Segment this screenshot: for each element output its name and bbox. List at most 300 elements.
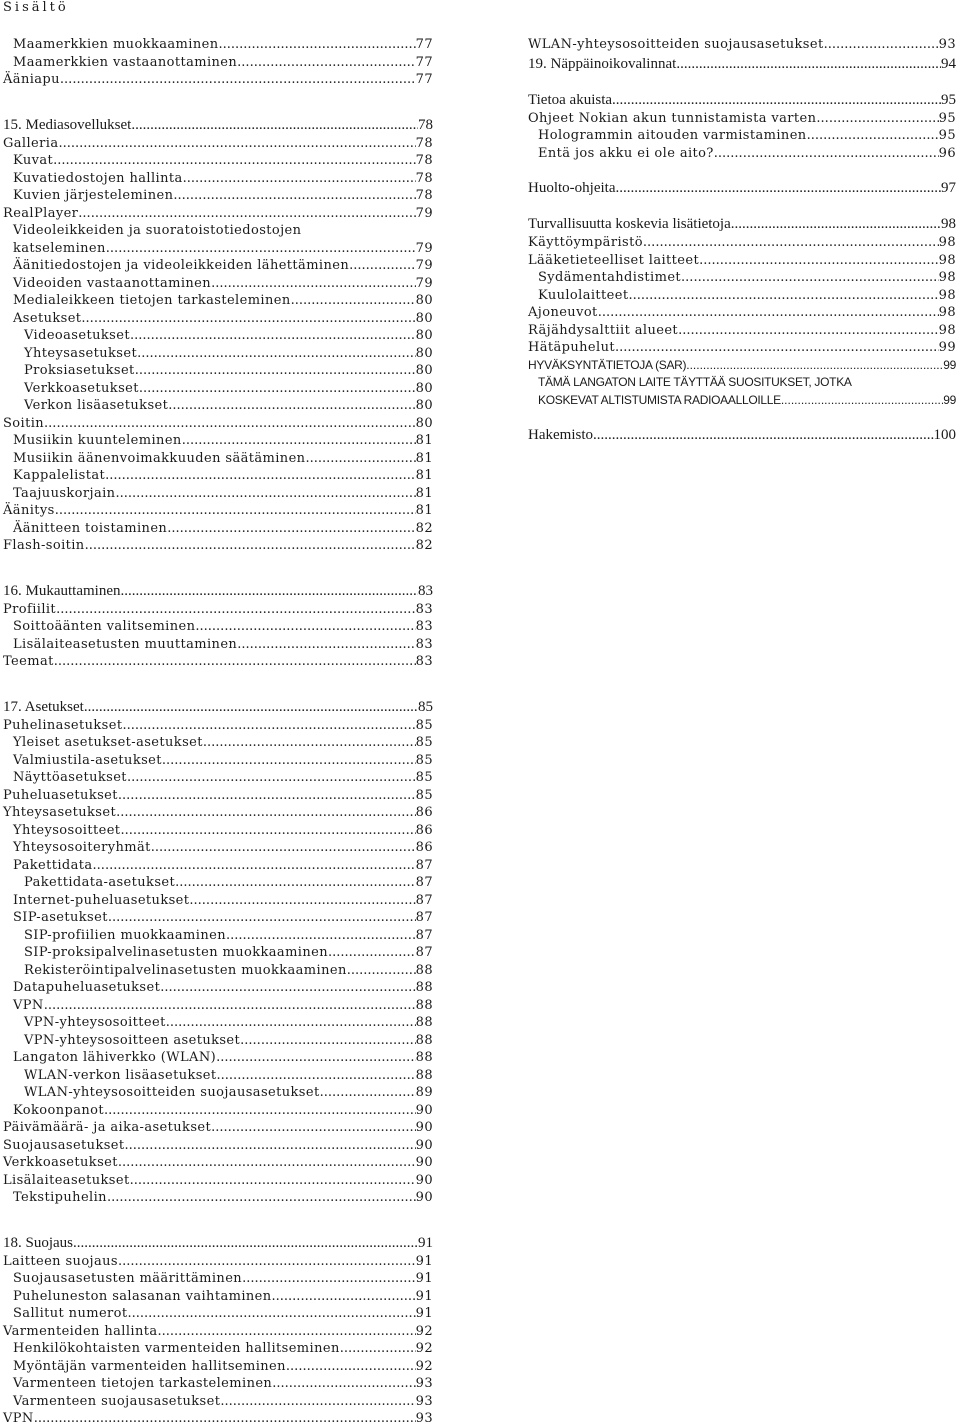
toc-entry[interactable]: [3, 36, 433, 54]
dot-leader: [115, 485, 415, 503]
toc-page-number: 88: [415, 1015, 433, 1030]
toc-page-number: 85: [415, 770, 433, 785]
dot-leader: [182, 432, 416, 450]
toc-entry-title: Päivämäärä- ja aika-asetukset: [3, 1120, 212, 1135]
toc-entry[interactable]: [3, 1189, 433, 1207]
toc-entry[interactable]: [3, 636, 433, 654]
toc-entry-title: Entä jos akku ei ole aito?: [538, 145, 714, 161]
toc-entry[interactable]: [528, 339, 956, 357]
toc-entry[interactable]: [3, 653, 433, 671]
toc-page-number: 94: [941, 55, 956, 72]
toc-entry-title: Puhelinasetukset: [3, 717, 123, 733]
dot-leader: [116, 804, 416, 822]
toc-entry[interactable]: [3, 1119, 433, 1137]
toc-entry[interactable]: [3, 520, 433, 538]
toc-page-number: 90: [415, 1172, 433, 1188]
toc-entry[interactable]: [3, 275, 433, 293]
toc-entry[interactable]: [3, 1393, 433, 1411]
toc-entry[interactable]: [528, 322, 956, 340]
toc-entry-title: Kokoonpanot: [13, 1102, 104, 1118]
dot-leader: [681, 269, 939, 287]
toc-entry-title: Räjähdysalttiit alueet: [528, 322, 679, 338]
toc-entry-title: Internet-puheluasetukset: [13, 892, 190, 908]
dot-leader: [54, 653, 416, 671]
toc-entry[interactable]: [3, 292, 433, 310]
toc-chapter-entry[interactable]: [528, 214, 956, 234]
dot-leader: [120, 822, 415, 840]
toc-entry-title: Profiilit: [3, 601, 57, 617]
dot-leader: [118, 1253, 416, 1271]
toc-page-number: 80: [415, 380, 433, 396]
dot-leader: [211, 1119, 416, 1137]
dot-leader: [44, 997, 416, 1015]
toc-page-number: 86: [415, 822, 433, 838]
dot-leader: [676, 54, 941, 74]
toc-entry[interactable]: [3, 822, 433, 840]
toc-page-number: 85: [415, 735, 433, 750]
toc-entry-title: WLAN-verkon lisäasetukset: [24, 1067, 217, 1083]
toc-entry[interactable]: [3, 1375, 433, 1393]
toc-entry-title: Medialeikkeen tietojen tarkasteleminen: [13, 293, 291, 308]
toc-entry[interactable]: [3, 1253, 433, 1271]
toc-entry-title: Yhteysasetukset: [24, 345, 138, 361]
toc-column-left: [3, 36, 433, 1428]
toc-entry[interactable]: [3, 1270, 433, 1288]
toc-entry-title: 19. Näppäinoikovalinnat: [528, 55, 677, 72]
dot-leader: [598, 304, 939, 322]
dot-leader: [320, 1084, 416, 1102]
toc-page-number: 90: [415, 1120, 433, 1135]
toc-chapter-entry[interactable]: [528, 178, 956, 198]
dot-leader: [162, 752, 416, 770]
toc-entry-title: Varmenteen suojausasetukset: [13, 1393, 221, 1409]
toc-entry-title: Käyttöympäristö: [528, 235, 643, 250]
dot-leader: [643, 234, 939, 252]
toc-page-number: 99: [938, 340, 956, 355]
dot-leader: [84, 697, 418, 717]
dot-leader: [226, 927, 416, 945]
dot-leader: [34, 1410, 416, 1428]
toc-page-number: 87: [415, 910, 433, 925]
toc-entry[interactable]: [3, 467, 433, 485]
toc-entry[interactable]: [3, 618, 433, 636]
dot-leader: [56, 601, 416, 619]
toc-entry[interactable]: [3, 839, 433, 857]
toc-entry[interactable]: [528, 357, 956, 375]
dot-leader: [107, 1189, 416, 1207]
toc-entry[interactable]: [3, 380, 433, 398]
toc-entry[interactable]: [3, 432, 433, 450]
dot-leader: [160, 979, 415, 997]
toc-entry[interactable]: [3, 734, 433, 752]
toc-entry-title: Äänitteen toistaminen: [13, 520, 168, 536]
toc-entry-title: VPN: [13, 997, 44, 1013]
toc-entry-title: Pakettidata-asetukset: [24, 875, 176, 890]
dot-leader: [130, 327, 416, 345]
toc-entry-title: Ääniapu: [3, 72, 60, 87]
dot-leader: [55, 502, 416, 520]
section-gap: [528, 162, 956, 178]
toc-page-number: 86: [415, 840, 433, 855]
toc-page-number: 87: [415, 875, 433, 890]
toc-entry-title: Teemat: [3, 654, 54, 669]
toc-entry[interactable]: [3, 1049, 433, 1067]
toc-page-number: 98: [938, 322, 956, 338]
toc-entry-title: Varmenteiden hallinta: [3, 1323, 158, 1339]
toc-page-number: 88: [415, 997, 433, 1013]
toc-entry[interactable]: [3, 874, 433, 892]
dot-leader: [166, 1014, 416, 1032]
toc-entry[interactable]: [3, 397, 433, 415]
toc-entry-title: Yhteysosoiteryhmät: [13, 840, 151, 855]
dot-leader: [135, 362, 416, 380]
dot-leader: [218, 36, 415, 54]
toc-entry[interactable]: [3, 450, 433, 468]
toc-entry-title: Taajuuskorjain: [13, 485, 116, 501]
toc-entry-title: Suojausasetukset: [3, 1137, 125, 1153]
toc-entry-title: Kuulolaitteet: [538, 287, 629, 303]
toc-entry[interactable]: [528, 304, 956, 322]
toc-page-number: 80: [415, 293, 433, 308]
dot-leader: [60, 71, 416, 89]
toc-page-number: 95: [938, 110, 956, 126]
toc-entry[interactable]: [3, 205, 433, 223]
section-gap: [3, 555, 433, 581]
toc-page-number: 79: [415, 205, 433, 221]
toc-page-number: 87: [415, 857, 433, 873]
toc-page-number: 98: [938, 305, 956, 320]
toc-page-number: 80: [415, 310, 433, 326]
toc-page-number: 85: [415, 787, 433, 803]
toc-chapter-entry[interactable]: [3, 115, 433, 135]
toc-entry-title: Kuvat: [13, 153, 54, 168]
dot-leader: [615, 339, 939, 357]
toc-entry[interactable]: [3, 1032, 433, 1050]
toc-entry-title: Huolto-ohjeita: [528, 180, 616, 196]
toc-page-number: 100: [933, 427, 956, 443]
toc-page-number: 77: [415, 72, 433, 87]
toc-entry[interactable]: [3, 979, 433, 997]
dot-leader: [120, 581, 418, 601]
toc-page-number: 87: [415, 945, 433, 960]
toc-entry[interactable]: [3, 804, 433, 822]
toc-column-right: [528, 36, 956, 445]
toc-entry[interactable]: [3, 1102, 433, 1120]
dot-leader: [216, 1049, 416, 1067]
toc-entry[interactable]: [3, 240, 433, 258]
toc-page-number: 90: [415, 1155, 433, 1170]
toc-entry-title: Henkilökohtaisten varmenteiden hallitseminen: [13, 1341, 340, 1356]
toc-entry-title: Sallitut numerot: [13, 1306, 128, 1321]
toc-entry[interactable]: [3, 927, 433, 945]
toc-entry[interactable]: [3, 170, 433, 188]
toc-entry[interactable]: [528, 145, 956, 163]
toc-chapter-entry[interactable]: [528, 90, 956, 110]
toc-page-number: 78: [415, 153, 433, 168]
toc-page-number: 92: [415, 1323, 433, 1339]
dot-leader: [272, 1288, 416, 1306]
toc-entry[interactable]: [3, 1305, 433, 1323]
toc-entry-title: Galleria: [3, 135, 59, 151]
toc-page-number: 99: [943, 357, 956, 372]
toc-page-number: 93: [415, 1411, 433, 1426]
toc-page-number: 90: [415, 1137, 433, 1153]
toc-page-number: 81: [415, 450, 433, 466]
toc-entry[interactable]: [3, 257, 433, 275]
toc-page-number: 88: [415, 962, 433, 978]
toc-entry[interactable]: [528, 269, 956, 287]
dot-leader: [714, 145, 939, 163]
toc-page-number: 78: [415, 135, 433, 151]
toc-page-number: 79: [415, 240, 433, 256]
dot-leader: [220, 1393, 415, 1411]
toc-entry[interactable]: [528, 374, 956, 392]
toc-page-number: 85: [415, 752, 433, 768]
toc-entry[interactable]: [3, 752, 433, 770]
toc-page-number: 88: [415, 1050, 433, 1065]
toc-entry[interactable]: [528, 127, 956, 145]
toc-entry-title: VPN-yhteysosoitteen asetukset: [24, 1032, 241, 1048]
toc-page-number: 79: [415, 275, 433, 291]
toc-entry-title: 15. Mediasovellukset: [3, 116, 132, 133]
dot-leader: [118, 1154, 416, 1172]
toc-entry[interactable]: [3, 892, 433, 910]
toc-entry[interactable]: [528, 36, 956, 54]
toc-page-number: 85: [418, 698, 433, 715]
toc-entry-title: Verkkoasetukset: [3, 1155, 118, 1170]
dot-leader: [118, 787, 416, 805]
toc-chapter-entry[interactable]: [528, 425, 956, 445]
toc-entry-title: Valmiustila-asetukset: [13, 752, 162, 768]
toc-page-number: 95: [941, 91, 956, 108]
toc-page-number: 77: [415, 54, 433, 70]
toc-entry[interactable]: [3, 787, 433, 805]
toc-page-number: 87: [415, 927, 433, 943]
toc-entry-title: Puheluneston salasanan vaihtaminen: [13, 1288, 272, 1304]
toc-entry[interactable]: [3, 537, 433, 555]
toc-entry-title: Proksiasetukset: [24, 363, 135, 378]
toc-entry[interactable]: [3, 717, 433, 735]
toc-entry[interactable]: [3, 71, 433, 89]
dot-leader: [173, 187, 415, 205]
toc-entry[interactable]: [3, 769, 433, 787]
toc-entry-title: Ohjeet Nokian akun tunnistamista varten: [528, 110, 817, 126]
toc-entry-title: Yleiset asetukset-asetukset: [13, 735, 203, 750]
toc-page-number: 90: [415, 1190, 433, 1205]
toc-page-number: 98: [938, 287, 956, 303]
toc-page-number: 90: [415, 1102, 433, 1118]
toc-page-number: 98: [938, 270, 956, 285]
dot-leader: [824, 36, 939, 54]
dot-leader: [183, 170, 416, 188]
toc-entry[interactable]: [3, 1067, 433, 1085]
toc-page-number: 81: [415, 433, 433, 448]
toc-page-number: 93: [938, 37, 956, 52]
dot-leader: [272, 1375, 415, 1393]
toc-entry[interactable]: [3, 187, 433, 205]
toc-entry-title: SIP-profiilien muokkaaminen: [24, 927, 226, 943]
toc-page-number: 83: [415, 619, 433, 634]
toc-page-number: 91: [415, 1253, 433, 1269]
toc-entry-title: Langaton lähiverkko (WLAN): [13, 1050, 217, 1065]
toc-page-number: 79: [415, 258, 433, 273]
toc-entry[interactable]: [3, 1014, 433, 1032]
toc-page-number: 78: [415, 188, 433, 203]
toc-entry[interactable]: [3, 54, 433, 72]
dot-leader: [237, 636, 415, 654]
dot-leader: [168, 397, 415, 415]
toc-entry[interactable]: [3, 362, 433, 380]
toc-page-number: 86: [415, 805, 433, 820]
toc-entry-title: Hologrammin aitouden varmistaminen: [538, 128, 807, 143]
dot-leader: [131, 115, 418, 135]
dot-leader: [678, 322, 939, 340]
toc-page-number: 98: [941, 216, 956, 232]
toc-chapter-entry[interactable]: [3, 1233, 433, 1253]
toc-page-number: 80: [415, 328, 433, 343]
toc-entry[interactable]: [3, 1340, 433, 1358]
toc-entry-title: HYVÄKSYNTÄTIETOJA (SAR): [528, 357, 687, 372]
dot-leader: [211, 275, 416, 293]
toc-chapter-entry[interactable]: [3, 697, 433, 717]
toc-entry[interactable]: [3, 1410, 433, 1428]
toc-entry[interactable]: [3, 909, 433, 927]
dot-leader: [122, 717, 415, 735]
toc-entry[interactable]: [3, 944, 433, 962]
toc-page-number: 83: [418, 582, 433, 599]
toc-entry-title: Kuvien järjesteleminen: [13, 188, 174, 203]
toc-entry-title: Soitin: [3, 415, 45, 431]
toc-entry-title: VPN-yhteysosoitteet: [24, 1015, 166, 1030]
toc-entry[interactable]: [3, 152, 433, 170]
toc-entry-title: WLAN-yhteysosoitteiden suojausasetukset: [528, 37, 824, 52]
dot-leader: [807, 127, 939, 145]
dot-leader: [137, 345, 416, 363]
dot-leader: [175, 874, 416, 892]
toc-entry-title: Datapuheluasetukset: [13, 980, 161, 995]
toc-page-number: 81: [415, 503, 433, 518]
toc-page-number: 91: [418, 1234, 433, 1251]
toc-page-number: 80: [415, 363, 433, 378]
toc-chapter-entry[interactable]: [3, 581, 433, 601]
dot-leader: [195, 618, 415, 636]
toc-entry-title: Lääketieteelliset laitteet: [528, 252, 700, 268]
toc-entry-title: Lisälaiteasetusten muuttaminen: [13, 636, 238, 652]
toc-entry[interactable]: [3, 1084, 433, 1102]
dot-leader: [328, 944, 416, 962]
toc-entry[interactable]: [528, 392, 956, 410]
dot-leader: [340, 1340, 416, 1358]
dot-leader: [217, 1067, 416, 1085]
toc-page-number: 92: [415, 1341, 433, 1356]
toc-entry[interactable]: [3, 310, 433, 328]
toc-entry-title: Pakettidata: [13, 857, 93, 873]
toc-entry-title: Lisälaiteasetukset: [3, 1172, 130, 1188]
toc-page-number: 87: [415, 892, 433, 908]
toc-entry-title: Maamerkkien muokkaaminen: [13, 37, 219, 52]
dot-leader: [73, 1233, 418, 1253]
toc-entry[interactable]: [528, 252, 956, 270]
toc-entry-title: Musiikin äänenvoimakkuuden säätäminen: [13, 450, 306, 466]
toc-page-number: 88: [415, 1032, 433, 1048]
toc-entry-title: RealPlayer: [3, 205, 79, 221]
dot-leader: [167, 520, 415, 538]
toc-entry[interactable]: [3, 1137, 433, 1155]
toc-entry-title: Myöntäjän varmenteiden hallitseminen: [13, 1358, 286, 1374]
toc-entry[interactable]: [3, 997, 433, 1015]
toc-entry[interactable]: [3, 1172, 433, 1190]
toc-entry[interactable]: [3, 1154, 433, 1172]
toc-entry[interactable]: [3, 135, 433, 153]
dot-leader: [53, 152, 416, 170]
toc-entry-title: 16. Mukauttaminen: [3, 582, 121, 599]
toc-entry[interactable]: [3, 502, 433, 520]
toc-entry-title: Yhteysasetukset: [3, 805, 117, 820]
toc-entry-title: Sydämentahdistimet: [538, 270, 682, 285]
toc-entry-title: Soittoäänten valitseminen: [13, 619, 196, 634]
toc-entry-title: Musiikin kuunteleminen: [13, 433, 182, 448]
dot-leader: [78, 205, 415, 223]
toc-entry[interactable]: [528, 234, 956, 252]
dot-leader: [139, 380, 416, 398]
toc-entry[interactable]: [3, 1323, 433, 1341]
toc-page-number: 78: [418, 116, 433, 133]
toc-entry[interactable]: [3, 962, 433, 980]
toc-header: Sisältö: [3, 0, 69, 15]
toc-entry[interactable]: [3, 415, 433, 433]
toc-entry-title: KOSKEVAT ALTISTUMISTA RADIOAALLOILLE: [538, 392, 781, 407]
toc-entry[interactable]: [3, 1358, 433, 1376]
toc-page-number: 96: [938, 145, 956, 161]
toc-entry-title: Hätäpuhelut: [528, 340, 615, 355]
dot-leader: [151, 839, 416, 857]
section-gap: [3, 89, 433, 115]
toc-entry-title: Rekisteröintipalvelinasetusten muokkaaminen: [24, 962, 347, 978]
toc-entry[interactable]: [528, 287, 956, 305]
toc-entry[interactable]: [3, 1288, 433, 1306]
toc-page-number: 88: [415, 1067, 433, 1083]
dot-leader: [203, 734, 416, 752]
toc-page-number: 80: [415, 345, 433, 361]
toc-page-number: 80: [415, 398, 433, 413]
toc-entry-title: Varmenteen tietojen tarkasteleminen: [13, 1376, 273, 1391]
dot-leader: [286, 1358, 416, 1376]
toc-chapter-entry[interactable]: [528, 54, 956, 74]
toc-page-number: 98: [938, 235, 956, 250]
toc-page-number: 88: [415, 980, 433, 995]
toc-entry[interactable]: [3, 601, 433, 619]
dot-leader: [125, 1137, 416, 1155]
toc-entry[interactable]: [3, 327, 433, 345]
toc-entry-title: VPN: [3, 1411, 34, 1426]
dot-leader: [108, 909, 416, 927]
toc-entry[interactable]: [3, 345, 433, 363]
toc-page-number: 83: [415, 636, 433, 652]
toc-entry[interactable]: [3, 485, 433, 503]
toc-entry-title: 17. Asetukset: [3, 698, 84, 715]
toc-entry[interactable]: [528, 110, 956, 128]
toc-page-number: 99: [943, 392, 956, 407]
dot-leader: [104, 1102, 416, 1120]
toc-entry[interactable]: [3, 222, 433, 240]
dot-leader: [127, 769, 416, 787]
toc-entry[interactable]: [3, 857, 433, 875]
toc-entry-title: 18. Suojaus: [3, 1234, 74, 1251]
dot-leader: [158, 1323, 416, 1341]
toc-page-number: 80: [415, 415, 433, 431]
toc-entry-title: Äänitys: [3, 503, 55, 518]
toc-entry-title: Turvallisuutta koskevia lisätietoja: [528, 216, 731, 232]
